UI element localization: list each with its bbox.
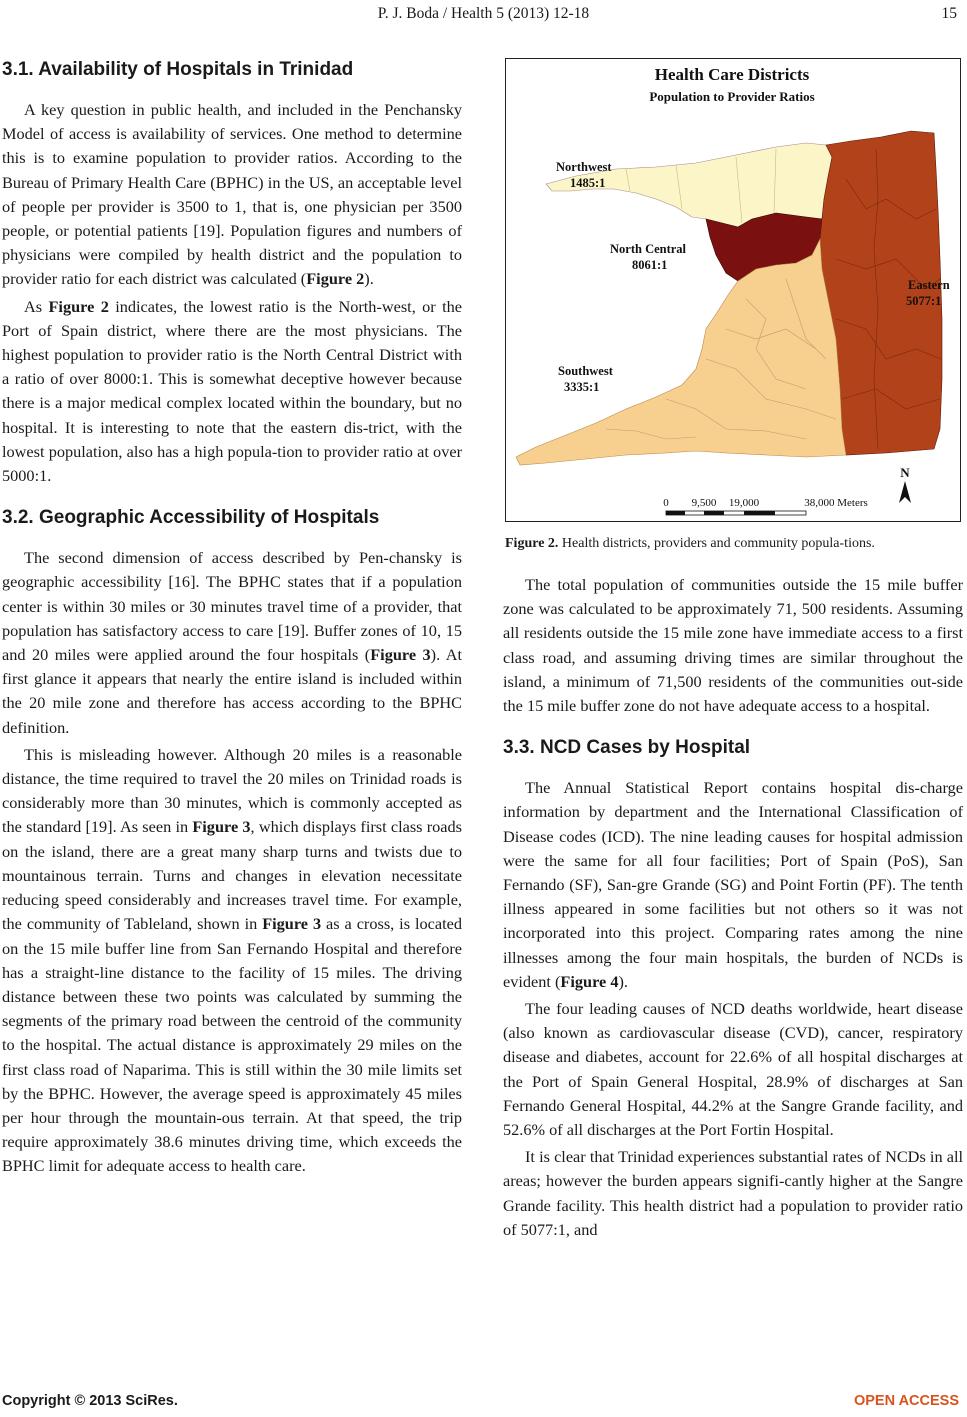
scale-bar (663, 497, 868, 515)
district-southwest (516, 239, 846, 465)
paragraph: The Annual Statistical Report contains hospital dis-charge information by department and the International Classification of Disease codes (ICD). The nine leading causes for hospital admission were the same for all four facilities; Port of Spain (PoS), San Fernando (SF), San-gre Grande (SG) and Point Fortin (PF). The tenth illness appeared in some facilities but not others so it was not incorporated into this project. Comparing rates among the nine illnesses among the four main hospitals, the burden of NCDs is evident (Figure 4). (503, 778, 963, 991)
district-map (506, 59, 959, 520)
ratio-eastern: 5077:1 (906, 294, 942, 308)
figure-reference[interactable]: Figure 2 (306, 269, 365, 289)
paragraph: A key question in public health, and included in the Penchansky Model of access is availability of services. One method to determine this is to examine population to provider ratios. According to the Bureau of Primary Health Care (BPHC) in the US, an acceptable level of people per provider is 3500 to 1, that is, one physician per 3500 people, or potential patients [19]. Population figures and numbers of physicians were compiled by health district and the population to provider ratio for each district was calculated (Figure 2). (2, 100, 462, 289)
map-subtitle: Population to Provider Ratios (649, 89, 815, 104)
figure-reference[interactable]: Figure 3 (370, 645, 431, 665)
svg-text:0: 0 (663, 497, 669, 509)
paragraph: The four leading causes of NCD deaths worldwide, heart disease (also known as cardiovascular disease (CVD), cancer, respiratory disease and diabetes, account for 22.6% of all hospital discharges at the Port of Spain General Hospital, 28.9% of discharges at San Fernando General Hospital, 44.2% at the Sangre Grande facility, and 52.6% of all discharges at the Port Fortin Hospital. (503, 999, 963, 1140)
running-head: P. J. Boda / Health 5 (2013) 12-18 (377, 5, 590, 22)
left-column (2, 58, 462, 1179)
paragraph: The total population of communities outside the 15 mile buffer zone was calculated to be approximately 71, 500 residents. Assuming all residents outside the 15 mile zone have immediate access to a first class road, and assuming driving times are similar throughout the island, a minimum of 71,500 residents of the communities out-side the 15 mile buffer zone do not have adequate access to a hospital. (503, 575, 963, 716)
right-column (503, 58, 963, 1242)
ratio-northwest: 1485:1 (570, 176, 606, 190)
ratio-southwest: 3335:1 (564, 380, 600, 394)
svg-text:N: N (900, 465, 910, 480)
section-heading-3-3: 3.3. NCD Cases by Hospital (503, 737, 751, 759)
paragraph: It is clear that Trinidad experiences substantial rates of NCDs in all areas; however the burden appears signifi-cantly higher at the Sangre Grande facility. This health district had a population to provider ratio of 5077:1, and (503, 1147, 963, 1239)
figure-2-map (505, 58, 961, 522)
svg-text:38,000 Meters: 38,000 Meters (804, 497, 868, 509)
ratio-north-central: 8061:1 (632, 258, 668, 272)
label-north-central: North Central (610, 242, 687, 256)
section-heading-3-1: 3.1. Availability of Hospitals in Trinidad (2, 59, 354, 80)
section-heading-3-2: 3.2. Geographic Accessibility of Hospitals (2, 507, 380, 529)
label-northwest: Northwest (556, 160, 612, 174)
open-access-label[interactable]: OPEN ACCESS (853, 1393, 959, 1409)
north-arrow-icon (899, 465, 911, 503)
paragraph: As Figure 2 indicates, the lowest ratio is the North-west, or the Port of Spain district, where there are the most physicians. The highest population to provider ratio is the North Central District with a ratio of over 8000:1. This is somewhat deceptive however because there is a major medical complex located within the boundary, but no hospital. It is interesting to note that the eastern dis-trict, with the lowest population, also has a high popula-tion to provider ratio at over 5000:1. (2, 296, 462, 486)
figure-reference[interactable]: Figure 3 (262, 914, 322, 934)
figure-reference[interactable]: Figure 4 (560, 971, 619, 991)
page-number: 15 (941, 5, 957, 22)
figure-reference[interactable]: Figure 2 (48, 296, 109, 316)
copyright-notice: Copyright © 2013 SciRes. (2, 1393, 178, 1409)
paragraph: This is misleading however. Although 20 miles is a reasonable distance, the time required to travel the 20 miles on Trinidad roads is considerably more than 30 minutes, which is commonly accepted as the standard [19]. As seen in Figure 3, which displays first class roads on the island, there are a great many sharp turns and twists due to mountainous terrain. Turns and changes in elevation necessitate reducing speed considerably and increases travel time. For example, the community of Tableland, shown in Figure 3 as a cross, is located on the 15 mile buffer line from San Fernando Hospital and therefore has a straight-line distance to the facility of 15 miles. The driving distance between these two points was calculated by summing the segments of the primary road between the centroid of the community to the hospital. The actual distance is approximately 29 miles on the first class road of Naparima. This is still within the 30 mile limits set by the BPHC. However, the average speed is approximately 45 miles per hour through the mountain-ous terrain. At that speed, the trip require approximately 38.6 minutes driving time, which exceeds the BPHC limit for adequate access to health care. (2, 744, 462, 1176)
paragraph: The second dimension of access described by Pen-chansky is geographic accessibility [16]. The BPHC states that if a population center is within 30 miles or 30 minutes travel time of a provider, that population has satisfactory access to care [19]. Buffer zones of 10, 15 and 20 miles were applied around the four hospitals (Figure 3). At first glance it appears that nearly the entire island is included within the 20 mile zone and therefore has access according to the BPHC definition. (2, 548, 462, 737)
figure-caption: Figure 2. Health districts, providers and community popula-tions. (505, 536, 875, 551)
label-eastern: Eastern (908, 278, 950, 292)
svg-text:9,500: 9,500 (691, 497, 717, 509)
svg-text:19,000: 19,000 (728, 497, 760, 509)
map-title: Health Care Districts (654, 65, 810, 84)
label-southwest: Southwest (558, 364, 613, 378)
figure-reference[interactable]: Figure 3 (192, 817, 251, 837)
